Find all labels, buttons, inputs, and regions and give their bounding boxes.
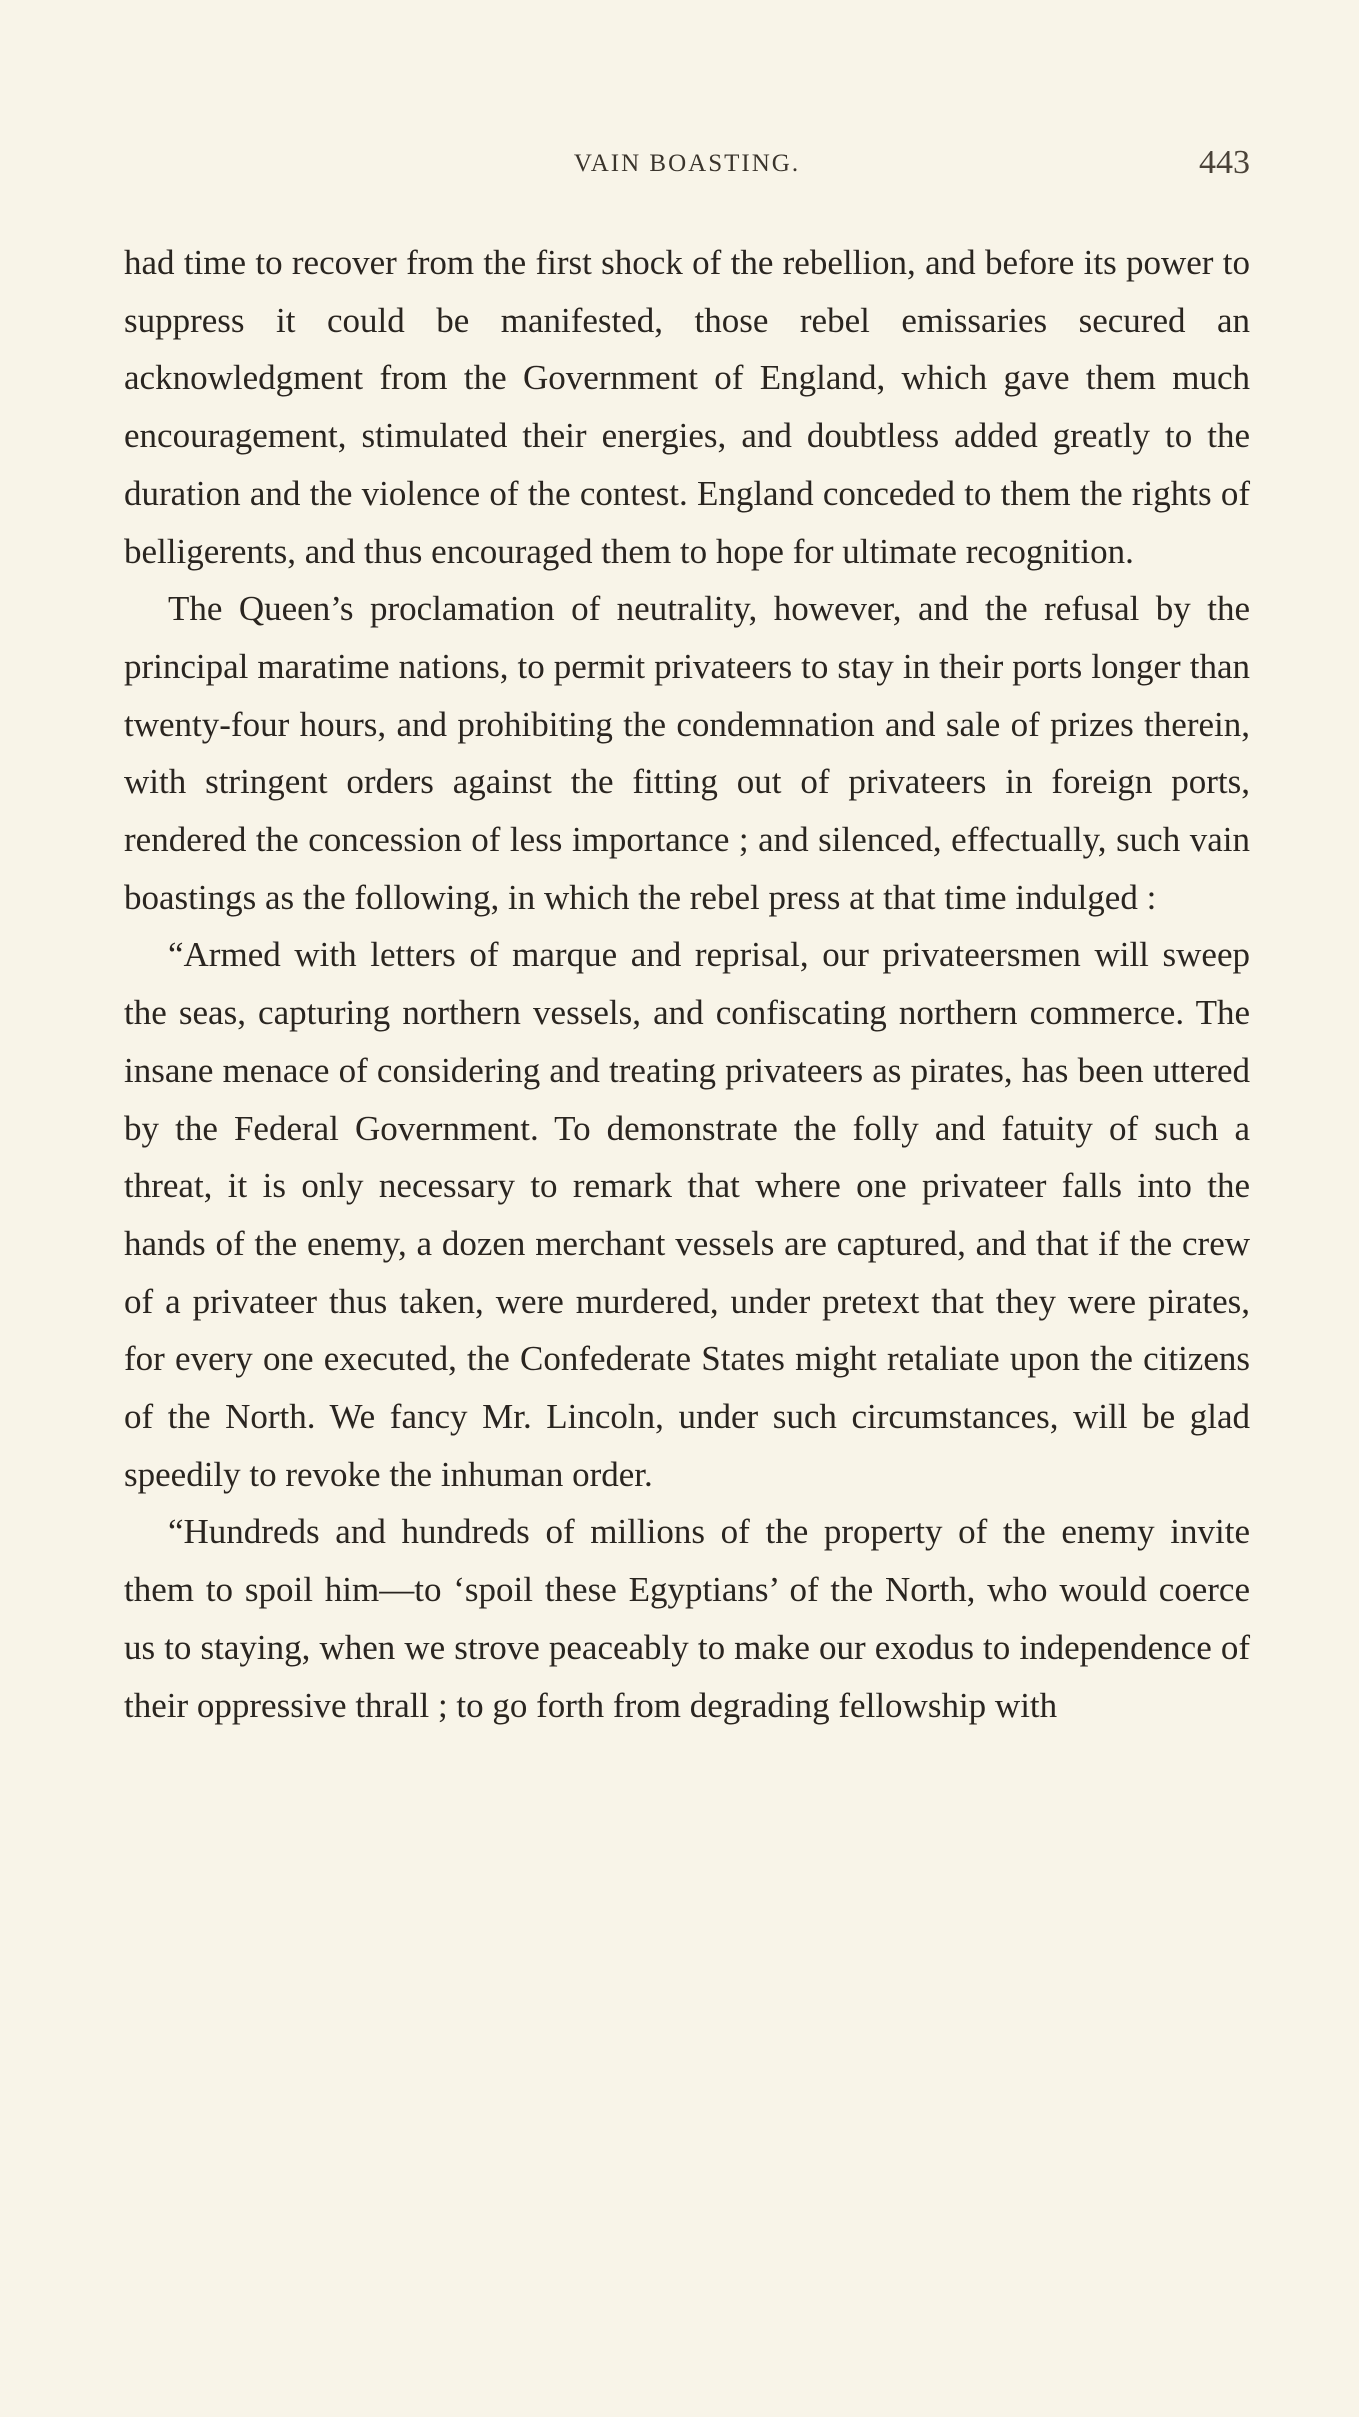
body-text xyxy=(124,234,1250,1734)
quote-paragraph-privateersmen: “Armed with letters of marque and reprisal, our privateersmen will sweep the seas, capturing northern vessels, and confiscating northern commerce. The insane menace of considering and treating privateers as pirates, has been uttered by the Federal Government. To demonstrate the folly and fatuity of such a threat, it is only necessary to remark that where one privateer falls into the hands of the enemy, a dozen merchant vessels are captured, and that if the crew of a privateer thus taken, were murdered, under pretext that they were pirates, for every one executed, the Confederate States might retaliate upon the citizens of the North. We fancy Mr. Lincoln, under such circumstances, will be glad speedily to revoke the inhuman order. xyxy=(124,935,1250,1494)
running-head xyxy=(124,144,1250,200)
paragraph-continued: had time to recover from the first shock of the rebellion, and before its power to suppress it could be manifested, those rebel emissaries secured an acknowledgment from the Government of England, which gave them much encouragement, stimulated their energies, and doubtless added greatly to the duration and the violence of the contest. England conceded to them the rights of belligerents, and thus encouraged them to hope for ultimate recognition. xyxy=(124,243,1250,571)
quote-paragraph-hundreds-of-millions: “Hundreds and hundreds of millions of the property of the enemy invite them to spoil him—to ‘spoil these Egyptians’ of the North, who would coerce us to staying, when we strove peaceably to make our exodus to independence of their oppressive thrall ; to go forth from degrading fellowship with xyxy=(124,1512,1250,1725)
paragraph-queens-proclamation: The Queen’s proclamation of neutrality, however, and the refusal by the principal maratime nations, to permit privateers to stay in their ports longer than twenty-four hours, and prohibiting the condemnation and sale of prizes therein, with stringent orders against the fitting out of privateers in foreign ports, rendered the concession of less importance ; and silenced, effectually, such vain boastings as the following, in which the rebel press at that time indulged : xyxy=(124,589,1250,917)
page-number: 443 xyxy=(1199,144,1250,181)
running-title: VAIN BOASTING. xyxy=(573,150,801,177)
